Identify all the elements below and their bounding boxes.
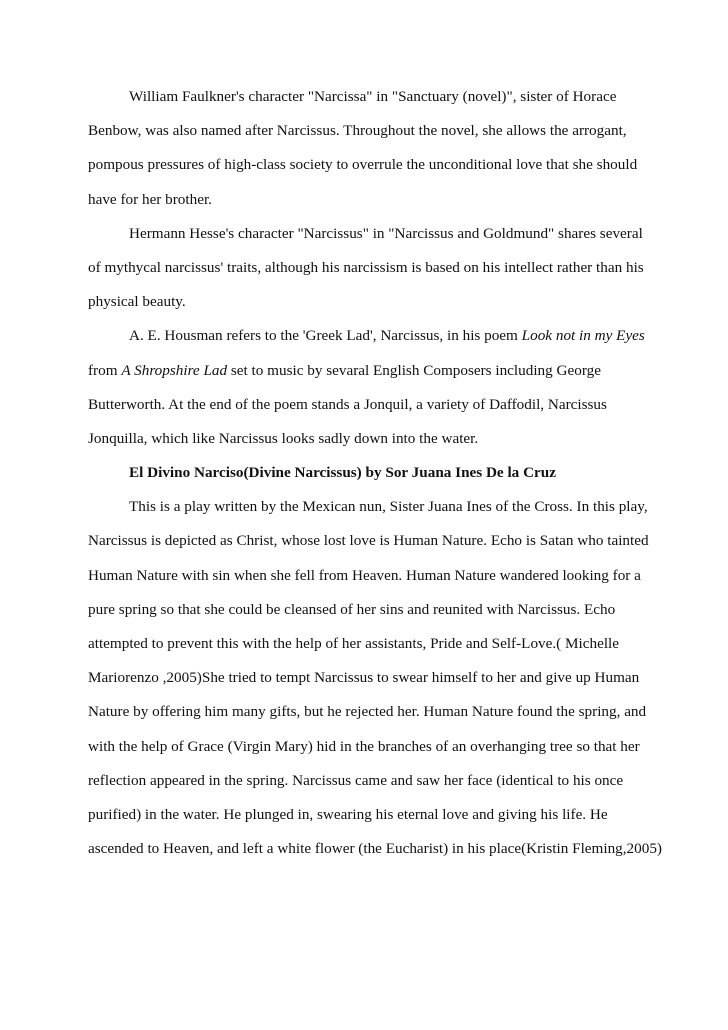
text-line: Hermann Hesse's character "Narcissus" in "Narcissus and Goldmund" shares several: [129, 224, 643, 242]
text-line: Narcissus is depicted as Christ, whose lost love is Human Nature. Echo is Satan who tainted: [88, 532, 649, 550]
text-line: Mariorenzo ,2005)She tried to tempt Narcissus to swear himself to her and give up Human: [88, 669, 640, 687]
poem-title: Look not in my Eyes: [521, 327, 645, 345]
text-line: William Faulkner's character "Narcissa" in "Sanctuary (novel)", sister of Horace: [129, 88, 617, 105]
text-line: have for her brother.: [88, 190, 212, 208]
text-line: pompous pressures of high-class society to overrule the unconditional love that she should: [88, 156, 638, 174]
text-line: Nature by offering him many gifts, but he rejected her. Human Nature found the spring, and: [88, 703, 647, 721]
text-line: Jonquilla, which like Narcissus looks sadly down into the water.: [88, 429, 479, 447]
text-line: pure spring so that she could be cleansed of her sins and reunited with Narcissus. Echo: [88, 600, 616, 618]
text-run: set to music by sevaral English Composers including George: [227, 361, 601, 379]
section-heading: El Divino Narciso(Divine Narcissus) by Sor Juana Ines De la Cruz: [129, 464, 556, 482]
text-line: physical beauty.: [88, 293, 186, 311]
book-title: A Shropshire Lad: [121, 361, 228, 379]
text-line: attempted to prevent this with the help of her assistants, Pride and Self-Love.( Michelle: [88, 635, 620, 652]
text-run: A. E. Housman refers to the 'Greek Lad', Narcissus, in his poem: [129, 327, 522, 345]
text-line: Butterworth. At the end of the poem stands a Jonquil, a variety of Daffodil, Narcissus: [88, 395, 607, 413]
text-run: from: [88, 361, 122, 379]
text-line: purified) in the water. He plunged in, swearing his eternal love and giving his life. He: [88, 805, 608, 823]
text-line: [88, 325, 648, 359]
text-line: [88, 360, 648, 394]
text-line: ascended to Heaven, and left a white flower (the Eucharist) in his place(Kristin Fleming,2005): [88, 840, 662, 858]
text-line: reflection appeared in the spring. Narcissus came and saw her face (identical to his once: [88, 771, 624, 789]
text-line: with the help of Grace (Virgin Mary) hid in the branches of an overhanging tree so that her: [88, 737, 640, 755]
text-line: Human Nature with sin when she fell from Heaven. Human Nature wandered looking for a: [88, 566, 641, 584]
document-body: [88, 86, 662, 872]
text-line: Benbow, was also named after Narcissus. Throughout the novel, she allows the arrogant,: [88, 122, 627, 140]
text-line: This is a play written by the Mexican nun, Sister Juana Ines of the Cross. In this play,: [129, 498, 648, 516]
text-line: of mythycal narcissus' traits, although his narcissism is based on his intellect rather than his: [88, 258, 644, 276]
